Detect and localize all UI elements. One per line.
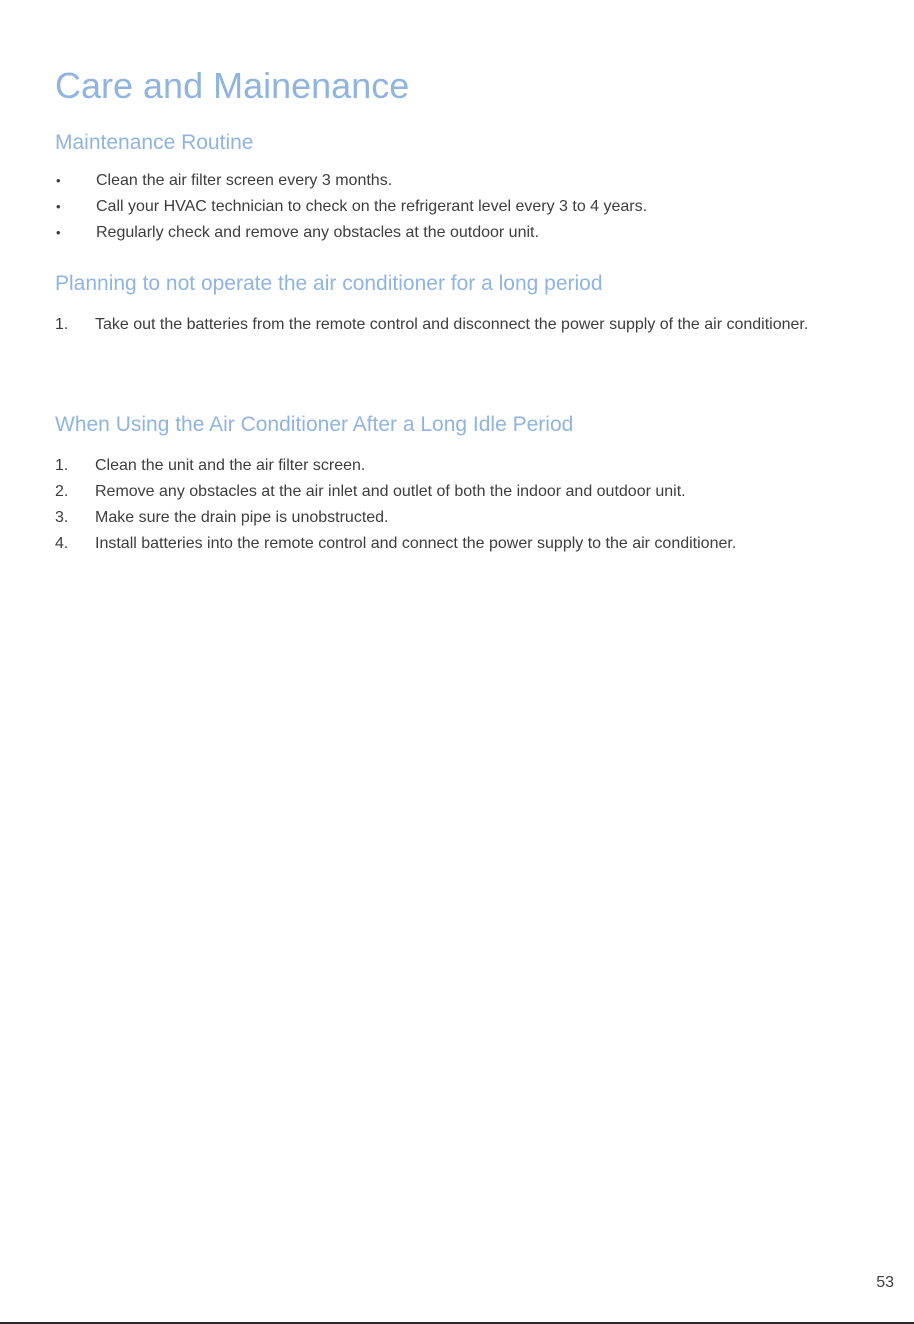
number-marker: 4. <box>55 535 69 552</box>
bullet-marker: • <box>56 173 61 188</box>
list-item <box>55 220 855 246</box>
list-item <box>55 531 855 557</box>
list-item-text: Make sure the drain pipe is unobstructed. <box>95 509 389 526</box>
list-item-text: Regularly check and remove any obstacles at the outdoor unit. <box>96 224 539 241</box>
section-heading: Maintenance Routine <box>55 131 254 154</box>
section-heading: Planning to not operate the air conditioner for a long period <box>55 272 603 295</box>
list-item-text: Clean the unit and the air filter screen. <box>95 457 366 474</box>
section-planning-long-period <box>55 270 855 338</box>
section-maintenance-routine <box>55 129 855 246</box>
list-item <box>55 168 855 194</box>
number-marker: 3. <box>55 509 69 526</box>
number-marker: 2. <box>55 483 69 500</box>
list-item-text: Clean the air filter screen every 3 months. <box>96 172 393 189</box>
page-number: 53 <box>876 1274 894 1291</box>
list-item <box>55 479 855 505</box>
bullet-marker: • <box>56 225 61 240</box>
list-item-text: Remove any obstacles at the air inlet and outlet of both the indoor and outdoor unit. <box>95 483 686 500</box>
numbered-list <box>55 453 855 557</box>
numbered-list <box>55 312 855 338</box>
section-heading: When Using the Air Conditioner After a Long Idle Period <box>55 413 574 436</box>
bullet-marker: • <box>56 199 61 214</box>
list-item-text: Call your HVAC technician to check on the refrigerant level every 3 to 4 years. <box>96 198 648 215</box>
bullet-list <box>55 168 855 246</box>
section-after-idle-period <box>55 411 855 557</box>
list-item <box>55 453 855 479</box>
page-title: Care and Mainenance <box>55 65 410 106</box>
list-item-text: Install batteries into the remote control and connect the power supply to the air conditioner. <box>95 535 737 552</box>
list-item <box>55 194 855 220</box>
number-marker: 1. <box>55 457 69 474</box>
list-item-text: Take out the batteries from the remote control and disconnect the power supply of the air conditioner. <box>95 316 809 333</box>
number-marker: 1. <box>55 316 69 333</box>
list-item <box>55 312 855 338</box>
list-item <box>55 505 855 531</box>
